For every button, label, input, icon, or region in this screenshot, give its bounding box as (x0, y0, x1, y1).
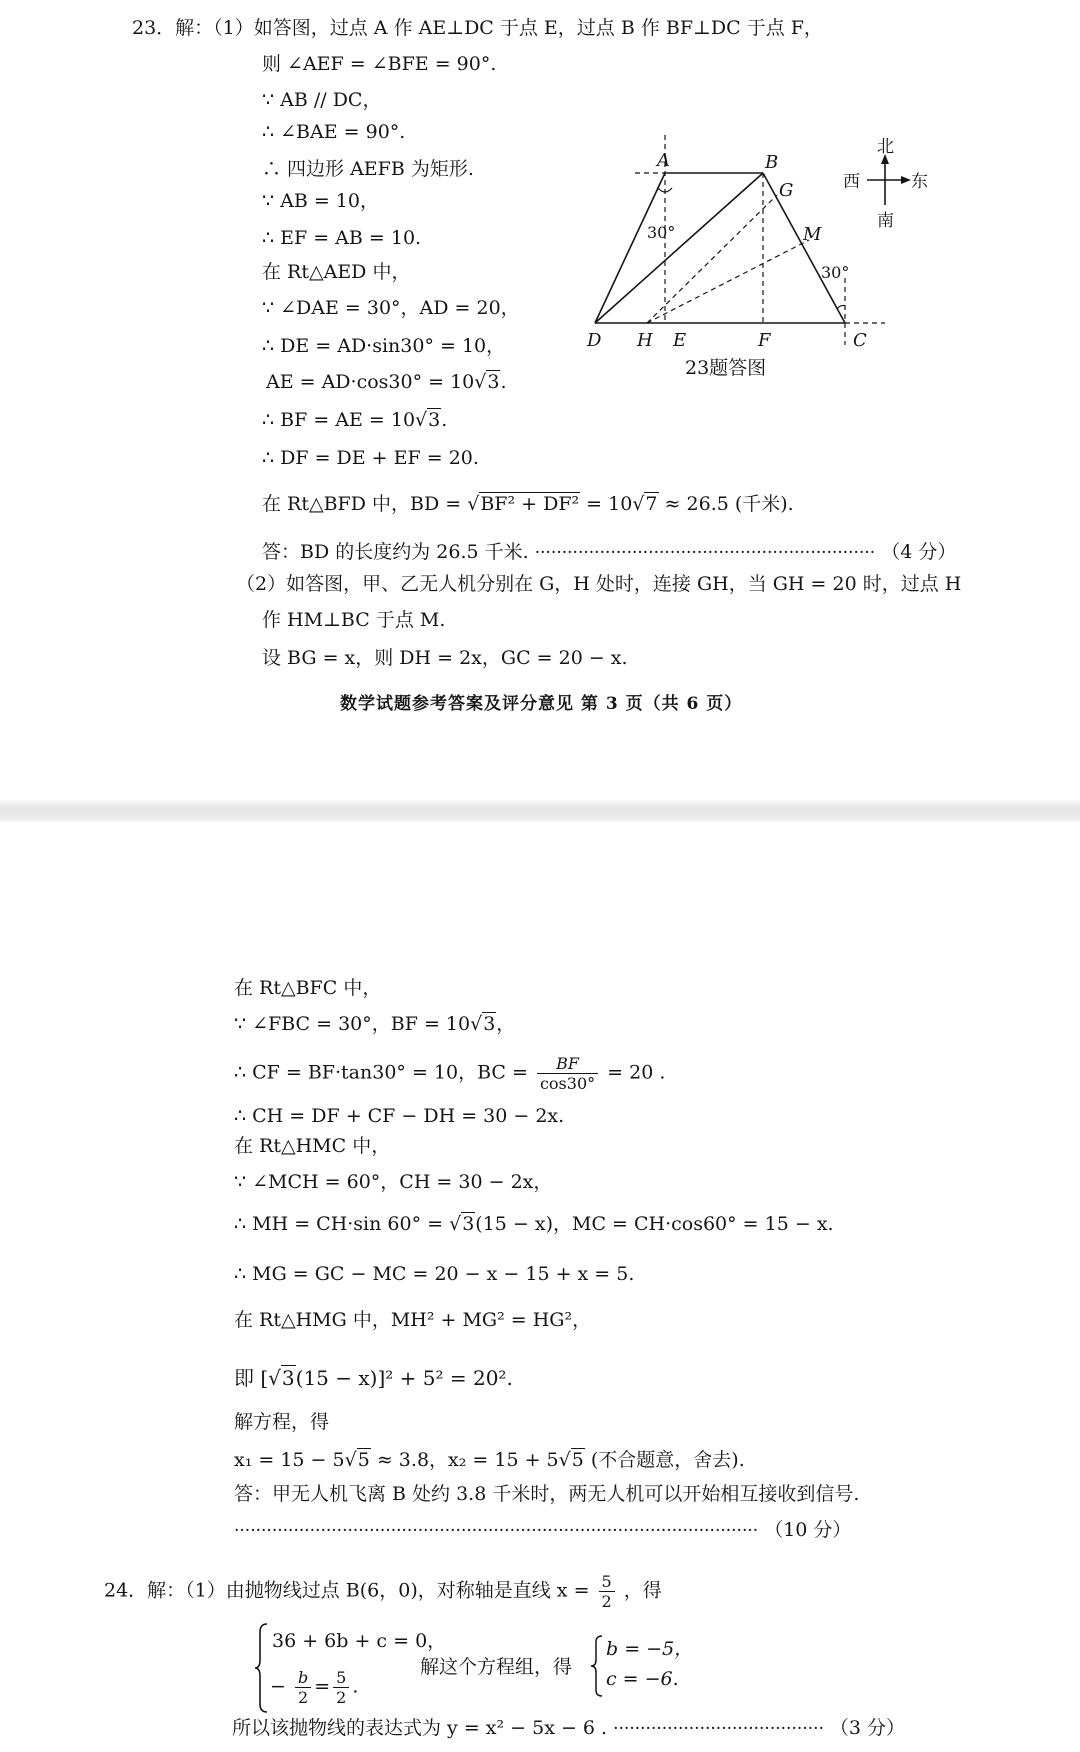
page-4-section (0, 822, 1080, 1752)
solution-line: ∵ ∠FBC = 30°，BF = 10√3， (234, 1013, 516, 1035)
final-line (232, 1716, 905, 1741)
point-label-e: E (673, 330, 687, 351)
text-part: ≈ 26.5 (千米). (658, 493, 794, 515)
point-label-m: M (803, 224, 822, 245)
answer-line (262, 540, 956, 565)
radicand: 5 (357, 1449, 370, 1471)
text-part: x₁ = 15 − 5 (234, 1449, 345, 1471)
equation-2 (270, 1668, 358, 1707)
solution-line: ∴ ∠BAE = 90°. (262, 121, 406, 143)
west-label: 西 (843, 172, 860, 192)
text-part: = 20 . (607, 1061, 666, 1084)
text-part: ∴ MH = CH·sin 60° = (234, 1213, 450, 1235)
solution-line: ∴ MH = CH·sin 60° = √3(15 − x)，MC = CH·cos60° = 15 − x. (234, 1213, 834, 1235)
radicand: 3 (483, 1013, 496, 1035)
fraction-denominator: 2 (601, 1592, 612, 1611)
north-label: 北 (877, 137, 894, 157)
solution-line: ∴ DF = DE + EF = 20. (262, 447, 479, 469)
part2-line: 设 BG = x，则 DH = 2x，GC = 20 − x. (262, 647, 628, 669)
solution-line: ∴ MG = GC − MC = 20 − x − 15 + x = 5. (234, 1263, 635, 1285)
fraction-denominator: 2 (298, 1688, 309, 1707)
radicand: 3 (428, 409, 441, 431)
point-label-a: A (657, 150, 670, 171)
solution-line: 即 [√3(15 − x)]² + 5² = 20². (234, 1366, 513, 1390)
radicand: BF² + DF² (480, 493, 580, 515)
segment-hm (647, 240, 809, 323)
point-label-f: F (758, 330, 771, 351)
q23-heading: 23．解：（1）如答图，过点 A 作 AE⊥DC 于点 E，过点 B 作 BF⊥DC 于点 F， (132, 17, 823, 39)
text-part: = 10 (580, 493, 633, 515)
score-line (234, 1518, 851, 1543)
text-part: ∴ BF = AE = 10 (262, 409, 416, 431)
fraction-numerator: b (295, 1668, 311, 1688)
solution-c: c = −6. (606, 1668, 679, 1690)
text-part: (15 − x)，MC = CH·cos60° = 15 − x. (475, 1213, 834, 1235)
figure-caption: 23题答图 (685, 357, 767, 379)
left-brace-icon (590, 1634, 604, 1698)
fraction-bc (537, 1054, 598, 1093)
solution-line: 在 Rt△HMG 中，MH² + MG² = HG²， (234, 1309, 592, 1331)
solution-line: 在 Rt△BFC 中， (234, 977, 382, 999)
left-brace-icon (254, 1622, 270, 1714)
radicand: 3 (462, 1213, 475, 1235)
answer-text: 答：BD 的长度约为 26.5 千米. (262, 541, 529, 563)
compass (843, 137, 928, 231)
fraction-five-half (333, 1668, 349, 1707)
side-ad (595, 173, 665, 323)
east-arrow-icon (901, 176, 911, 184)
east-label: 东 (911, 172, 928, 192)
page-separator (0, 800, 1080, 822)
text-part: (15 − x)]² + 5² = 20². (295, 1366, 513, 1390)
text-part: ， (496, 1013, 516, 1035)
text-part: AE = AD·cos30° = 10 (266, 371, 475, 393)
solution-line: 在 Rt△BFD 中，BD = √BF² + DF² = 10√7 ≈ 26.5 (千米). (262, 493, 794, 515)
solution-line: ∴ CH = DF + CF − DH = 30 − 2x. (234, 1105, 565, 1127)
page-3-section (0, 0, 1080, 800)
text-part: 在 Rt△BFD 中，BD = (262, 493, 468, 515)
text-part: 即 [ (234, 1366, 269, 1390)
dot-leader: ································································································· (234, 1521, 759, 1541)
equation-1: 36 + 6b + c = 0， (272, 1630, 447, 1652)
side-bc (763, 173, 845, 323)
radicand: 3 (281, 1366, 295, 1390)
point-label-c: C (853, 330, 867, 351)
text-part: . (500, 371, 507, 393)
point-label-g: G (779, 180, 794, 201)
page-footer: 数学试题参考答案及评分意见 第 3 页（共 6 页） (340, 694, 743, 714)
text-part: (不合题意，舍去). (584, 1449, 745, 1471)
solution-line: 解方程，得 (234, 1411, 330, 1433)
solution-line: ∵ AB // DC， (262, 89, 382, 111)
text-part: 24．解：（1）由抛物线过点 B(6，0)，对称轴是直线 x = (104, 1579, 590, 1602)
text-part: ≈ 3.8，x₂ = 15 + 5 (370, 1449, 559, 1471)
score-label: （4 分） (881, 541, 957, 563)
solve-text: 解这个方程组，得 (420, 1656, 573, 1678)
text-part: ，得 (623, 1579, 662, 1602)
solution-line: ∴ DE = AD·sin30° = 10， (262, 335, 506, 357)
solution-line: ∴ EF = AB = 10. (262, 227, 422, 249)
text-part: . (352, 1675, 359, 1698)
angle-label-a: 30° (647, 223, 676, 242)
text-part: − (270, 1675, 286, 1698)
point-label-d: D (587, 330, 602, 351)
solution-line: ∵ ∠MCH = 60°，CH = 30 − 2x， (234, 1171, 553, 1193)
fraction-axis (599, 1572, 615, 1611)
text-part: . (441, 409, 448, 431)
fraction-numerator: 5 (599, 1572, 615, 1592)
south-label: 南 (877, 211, 894, 231)
text-part: ∵ ∠FBC = 30°，BF = 10 (234, 1013, 471, 1035)
fraction-b (295, 1668, 311, 1707)
solution-line: ∵ ∠DAE = 30°，AD = 20， (262, 297, 520, 319)
fraction-numerator: BF (537, 1054, 598, 1074)
radicand: 7 (645, 493, 658, 515)
point-label-b: B (765, 152, 779, 173)
fraction-denominator: cos30° (539, 1074, 596, 1093)
fraction-denominator: 2 (336, 1688, 347, 1707)
solution-line: AE = AD·cos30° = 10√3. (266, 371, 507, 393)
solution-b: b = −5， (606, 1638, 694, 1660)
solution-line: ∴ 四边形 AEFB 为矩形. (262, 158, 474, 180)
text-part: ∴ CF = BF·tan30° = 10，BC = (234, 1061, 528, 1084)
solution-line: ∴ BF = AE = 10√3. (262, 409, 448, 431)
solution-line (234, 1054, 665, 1093)
fraction-numerator: 5 (333, 1668, 349, 1688)
score-label: （10 分） (764, 1519, 852, 1541)
dot-leader: ······································· (613, 1719, 824, 1739)
q23-diagram (585, 130, 928, 400)
q24-heading (104, 1572, 662, 1611)
text-part: = (314, 1675, 331, 1698)
answer-line: 答：甲无人机飞离 B 处约 3.8 千米时，两无人机可以开始相互接收到信号. (234, 1483, 860, 1505)
solution-line: ∵ AB = 10， (262, 190, 379, 212)
solution-line: 在 Rt△HMC 中， (234, 1135, 391, 1157)
radicand: 3 (487, 371, 500, 393)
dot-leader: ······························································· (534, 543, 876, 563)
score-label: （3 分） (829, 1717, 906, 1739)
angle-arc-c (837, 305, 845, 309)
text-part: 所以该抛物线的表达式为 y = x² − 5x − 6 . (232, 1717, 608, 1739)
part2-line: （2）如答图，甲、乙无人机分别在 G，H 处时，连接 GH，当 GH = 20 时，过点 H (236, 573, 962, 595)
solution-line: 在 Rt△AED 中， (262, 261, 411, 283)
point-label-h: H (637, 330, 653, 351)
segment-bd (595, 173, 763, 323)
part2-line: 作 HM⊥BC 于点 M. (262, 609, 446, 631)
solution-line: x₁ = 15 − 5√5 ≈ 3.8，x₂ = 15 + 5√5 (不合题意，舍去). (234, 1449, 745, 1471)
angle-label-c: 30° (821, 263, 850, 282)
radicand: 5 (571, 1449, 584, 1471)
solution-line: 则 ∠AEF = ∠BFE = 90°. (262, 53, 497, 75)
